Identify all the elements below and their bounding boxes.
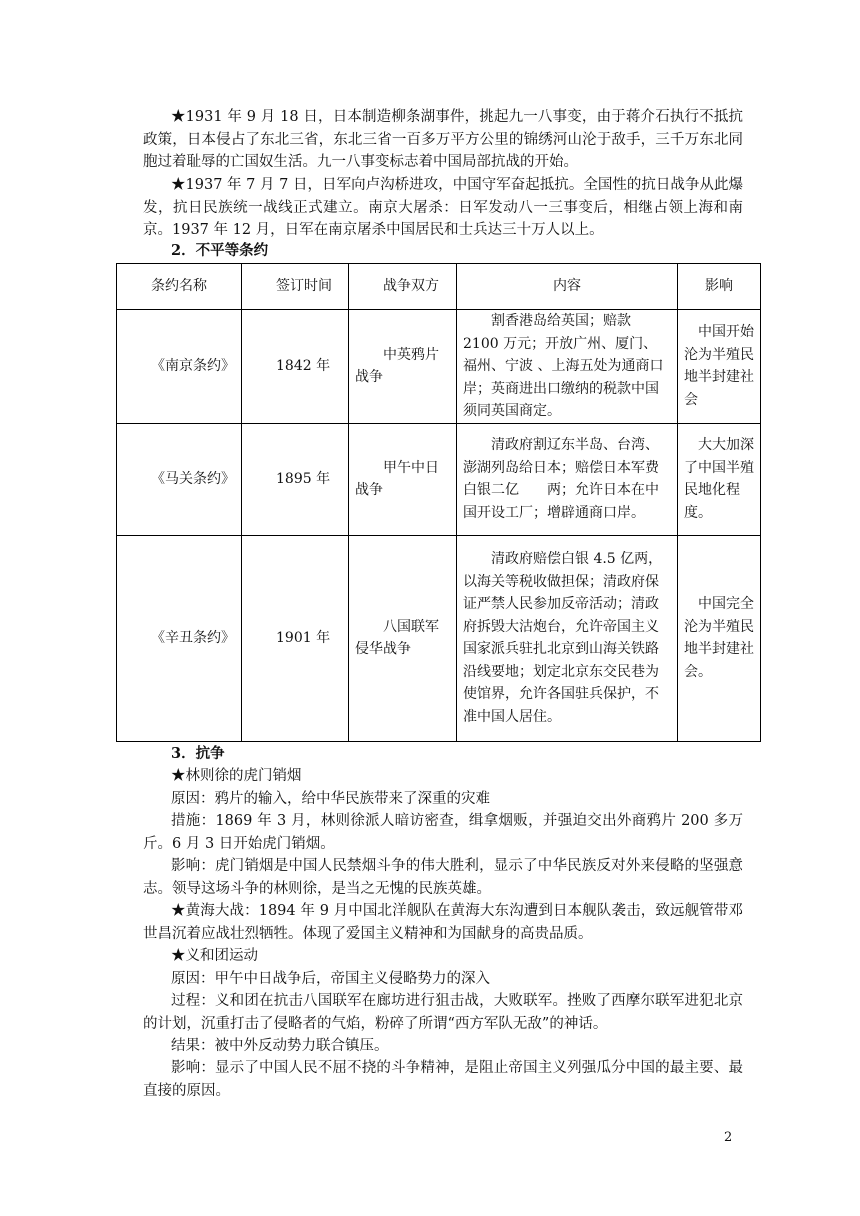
boxer-result: 结果：被中外反动势力联合镇压。: [171, 1038, 389, 1054]
lin-zexu-impact: 影响：虎门销烟是中国人民禁烟斗争的伟大胜利，显示了中华民族反对外来侵略的坚强意志。领导这场斗争的林则徐，是当之无愧的民族英雄。: [143, 858, 743, 897]
table-row: [117, 423, 761, 535]
header-content: 内容: [457, 264, 678, 310]
treaty-name-cell: 《马关条约》: [117, 423, 242, 535]
treaty-war-cell: 中英鸦片战争: [349, 310, 457, 424]
table-header-row: [117, 264, 761, 310]
treaty-war-cell: 八国联军侵华战争: [349, 535, 457, 741]
table-row: [117, 535, 761, 741]
heading-resistance: 3．抗争: [171, 745, 225, 762]
treaty-impact-cell: 中国完全沦为半殖民地半封建社会。: [678, 535, 761, 741]
treaty-year-cell: 1842 年: [242, 310, 349, 424]
paragraph-july-7: ★1937 年 7 月 7 日，日军向卢沟桥进攻，中国守军奋起抵抗。全国性的抗日战争从此爆发，抗日民族统一战线正式建立。南京大屠杀：日军发动八一三事变后，相继占领上海和南京。1937 年 12 月，日军在南京屠杀中国居民和士兵达三十万人以上。: [143, 177, 743, 238]
heading-unequal-treaties: 2．不平等条约: [171, 242, 269, 259]
treaty-content-cell: 割香港岛给英国；赔款 2100 万元；开放广州、厦门、福州、宁波 、上海五处为通商口岸；英商进出口缴纳的税款中国须同英国商定。: [457, 310, 678, 424]
treaty-year-cell: 1901 年: [242, 535, 349, 741]
paragraph-september-18: ★1931 年 9 月 18 日，日本制造柳条湖事件，挑起九一八事变，由于蒋介石执行不抵抗政策，日本侵占了东北三省，东北三省一百多万平方公里的锦绣河山沦于敌手，三千万东北同胞过着耻辱的亡国奴生活。九一八事变标志着中国局部抗战的开始。: [143, 109, 743, 170]
header-treaty-name: 条约名称: [117, 264, 242, 310]
boxer-impact: 影响：显示了中国人民不屈不挠的斗争精神，是阻止帝国主义列强瓜分中国的最主要、最直接的原因。: [143, 1060, 743, 1099]
treaty-name-cell: 《辛丑条约》: [117, 535, 242, 741]
subheading-lin-zexu: ★林则徐的虎门销烟: [171, 768, 302, 784]
boxer-process: 过程：义和团在抗击八国联军在廊坊进行狙击战，大败联军。挫败了西摩尔联军进犯北京的计划，沉重打击了侵略者的气焰，粉碎了所谓“西方军队无敌”的神话。: [143, 993, 743, 1032]
treaty-year-cell: 1895 年: [242, 423, 349, 535]
treaty-table: [116, 263, 761, 742]
treaty-content-cell: 清政府赔偿白银 4.5 亿两，以海关等税收做担保；清政府保证严禁人民参加反帝活动；清政府拆毁大沽炮台，允许帝国主义国家派兵驻扎北京到山海关铁路沿线要地；划定北京东交民巷为使馆界，允许各国驻兵保护，不准中国人居住。: [457, 535, 678, 741]
boxer-cause: 原因：甲午中日战争后，帝国主义侵略势力的深入: [171, 971, 490, 987]
treaty-war-cell: 甲午中日战争: [349, 423, 457, 535]
subheading-boxer-movement: ★义和团运动: [171, 948, 258, 964]
lin-zexu-measures: 措施：1869 年 3 月，林则徐派人暗访密查，缉拿烟贩，并强迫交出外商鸦片 200 多万斤。6 月 3 日开始虎门销烟。: [143, 813, 743, 852]
header-signing-date: 签订时间: [242, 264, 349, 310]
lin-zexu-cause: 原因：鸦片的输入，给中华民族带来了深重的灾难: [171, 791, 490, 807]
header-impact: 影响: [678, 264, 761, 310]
table-row: [117, 310, 761, 424]
treaty-impact-cell: 中国开始沦为半殖民地半封建社会: [678, 310, 761, 424]
header-war-parties: 战争双方: [349, 264, 457, 310]
yellow-sea-battle: ★黄海大战：1894 年 9 月中国北洋舰队在黄海大东沟遭到日本舰队袭击，致远舰管带邓世昌沉着应战壮烈牺牲。体现了爱国主义精神和为国献身的高贵品质。: [143, 903, 743, 942]
treaty-impact-cell: 大大加深了中国半殖民地化程度。: [678, 423, 761, 535]
treaty-content-cell: 清政府割辽东半岛、台湾、澎湖列岛给日本；赔偿日本军费白银二亿 两；允许日本在中国开设工厂；增辟通商口岸。: [457, 423, 678, 535]
page-number: 2: [724, 1130, 733, 1145]
treaty-name-cell: 《南京条约》: [117, 310, 242, 424]
